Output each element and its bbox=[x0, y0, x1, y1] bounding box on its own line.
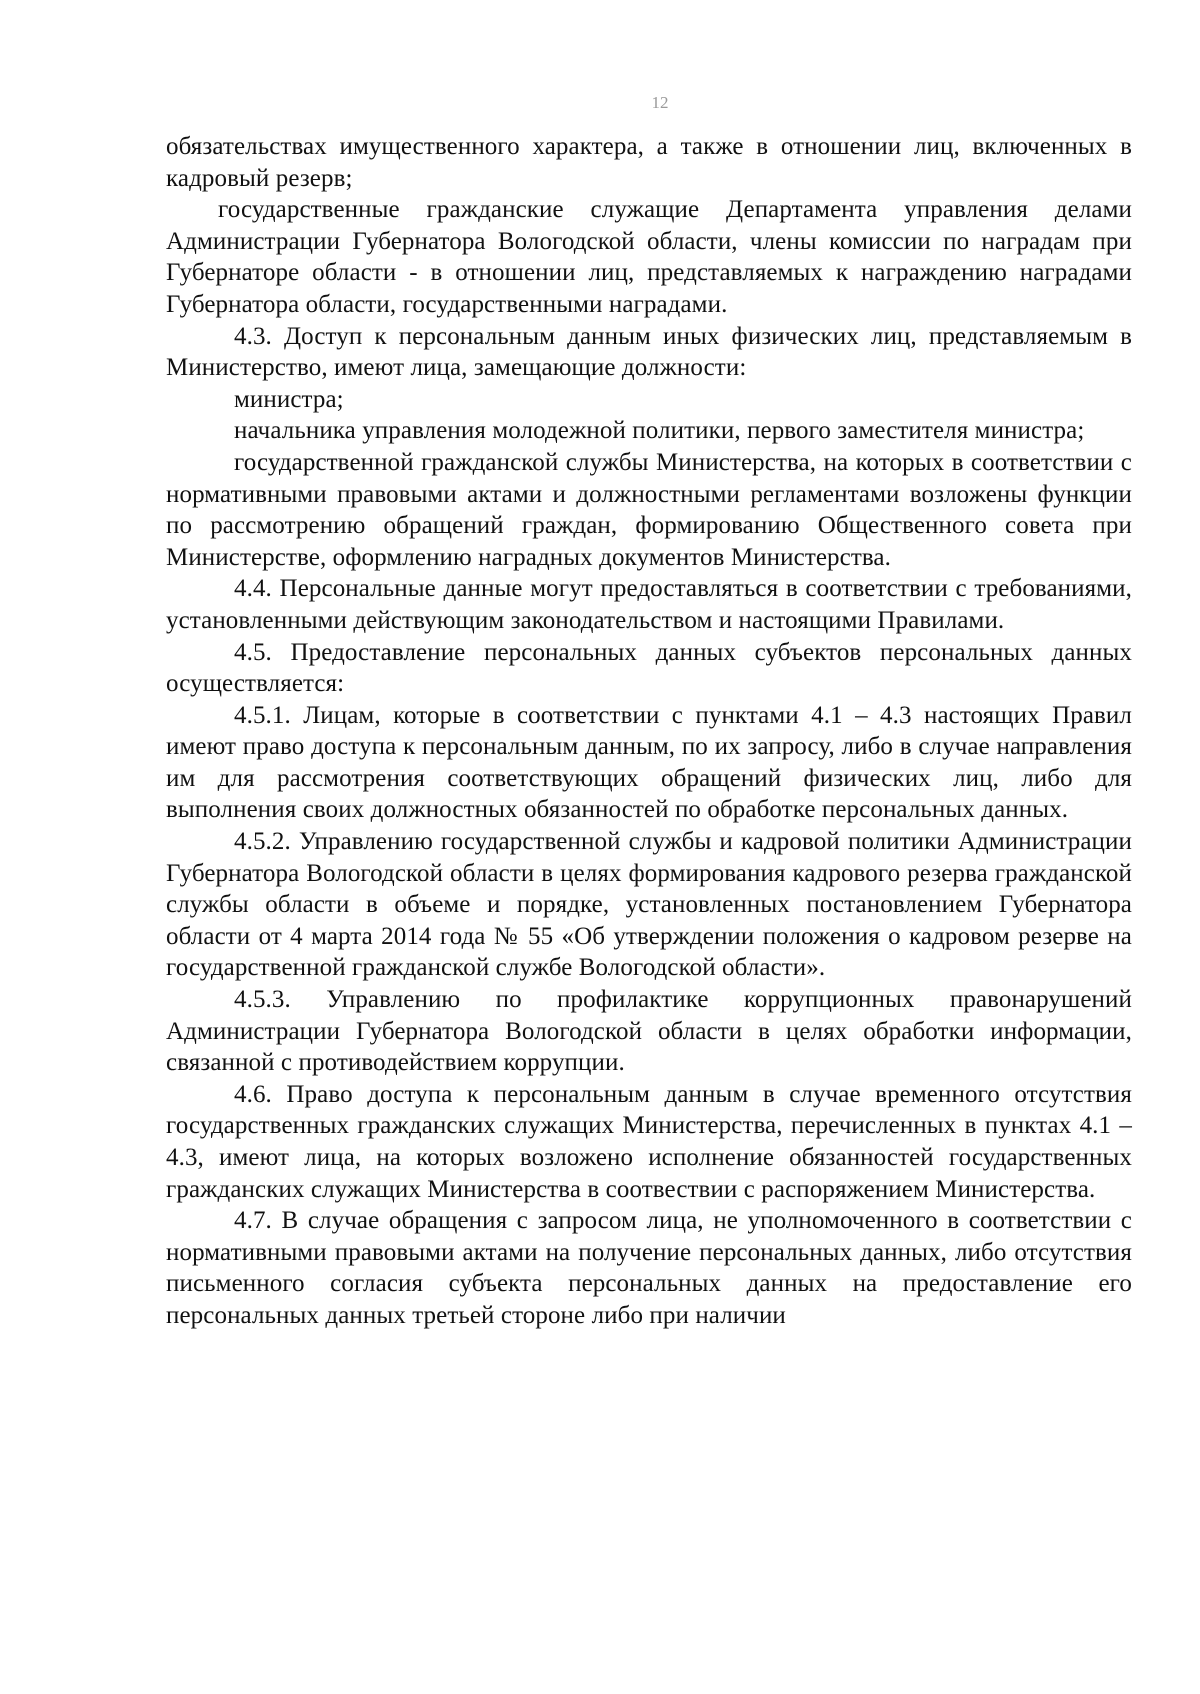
paragraph-4-3: 4.3. Доступ к персональным данным иных физических лиц, представляемым в Министерство, имеют лица, замещающие должности: bbox=[166, 322, 1132, 382]
list-item: министра; bbox=[234, 385, 344, 413]
document-body bbox=[166, 131, 1132, 1332]
paragraph-4-4: 4.4. Персональные данные могут предоставляться в соответствии с требованиями, установленными действующим законодательством и настоящими Правилами. bbox=[166, 575, 1132, 634]
paragraph-continuation: обязательствах имущественного характера, а также в отношении лиц, включенных в кадровый резерв; bbox=[166, 133, 1132, 192]
paragraph-4-5-2: 4.5.2. Управлению государственной службы и кадровой политики Администрации Губернатора Вологодской области в целях формирования кадрового резерва гражданской службы области в объеме и порядке, установленных постановлением Губернатора области от 4 марта 2014 года № 55 «Об утверждении положения о кадровом резерве на государственной гражданской службе Вологодской области». bbox=[166, 828, 1132, 982]
paragraph: государственные гражданские служащие Департамента управления делами Администрации Губернатора Вологодской области, члены комиссии по наградам при Губернаторе области - в отношении лиц, представляемых к награждению наградами Губернатора области, государственными наградами. bbox=[166, 196, 1132, 318]
paragraph-4-5: 4.5. Предоставление персональных данных субъектов персональных данных осуществляется: bbox=[166, 638, 1132, 698]
paragraph-4-7: 4.7. В случае обращения с запросом лица, не уполномоченного в соответствии с нормативными правовыми актами на получение персональных данных, либо отсутствия письменного согласия субъекта персональных данных на предоставление его персональных данных третьей стороне либо при наличии bbox=[166, 1207, 1132, 1329]
list-item: начальника управления молодежной политики, первого заместителя министра; bbox=[234, 417, 1085, 445]
list-item: государственной гражданской службы Министерства, на которых в соответствии с нормативными правовыми актами и должностными регламентами возложены функции по рассмотрению обращений граждан, формированию Общественного совета при Министерстве, оформлению наградных документов Министерства. bbox=[166, 448, 1132, 571]
paragraph-4-5-3: 4.5.3. Управлению по профилактике коррупционных правонарушений Администрации Губернатора Вологодской области в целях обработки информации, связанной с противодействием коррупции. bbox=[166, 986, 1132, 1077]
paragraph-4-5-1: 4.5.1. Лицам, которые в соответствии с пунктами 4.1 – 4.3 настоящих Правил имеют право доступа к персональным данным, по их запросу, либо в случае направления им для рассмотрения соответствующих обращений физических лиц, либо для выполнения своих должностных обязанностей по обработке персональных данных. bbox=[166, 701, 1132, 824]
page-number: 12 bbox=[651, 93, 669, 112]
paragraph-4-6: 4.6. Право доступа к персональным данным в случае временного отсутствия государственных гражданских служащих Министерства, перечисленных в пунктах 4.1 – 4.3, имеют лица, на которых возложено исполнение обязанностей государственных гражданских служащих Министерства в соотвествии с распоряжением Министерства. bbox=[166, 1080, 1132, 1203]
